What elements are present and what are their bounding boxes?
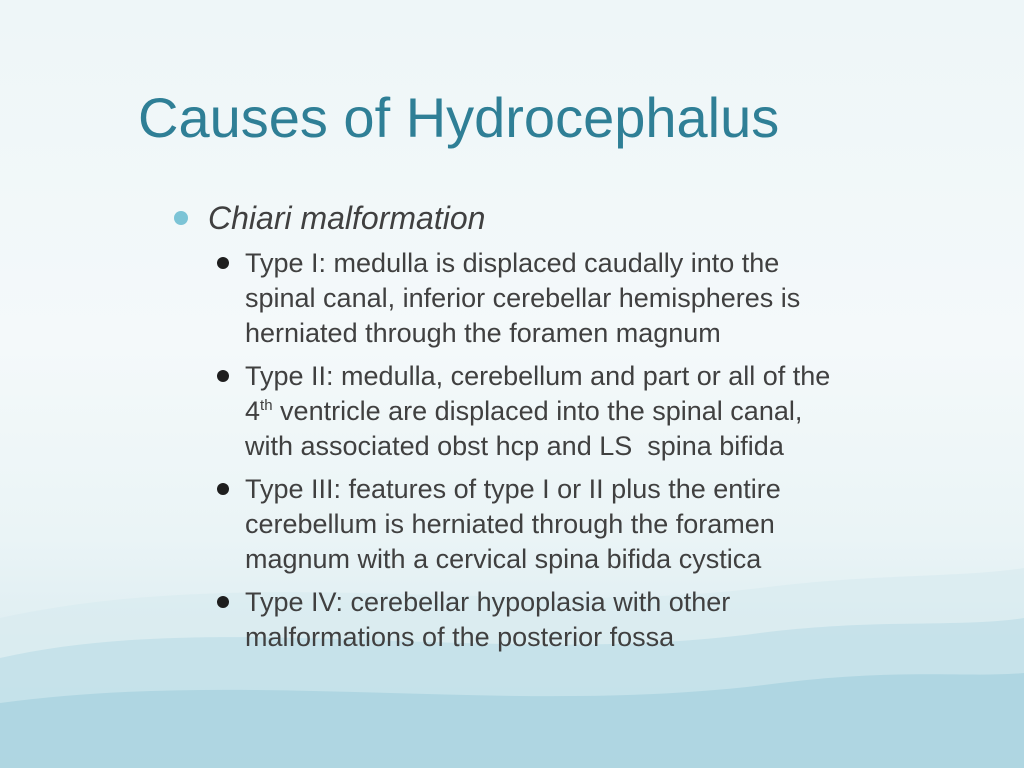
text-line: Type I: medulla is displaced caudally into the xyxy=(245,248,780,278)
text-line: cerebellum is herniated through the foramen xyxy=(245,509,775,539)
text-fragment: ventricle are displaced into the spinal canal, xyxy=(272,396,803,426)
sub-bullet-type-1 xyxy=(215,246,1000,351)
bullet-heading: Chiari malformation xyxy=(208,200,486,236)
slide-title: Causes of Hydrocephalus xyxy=(138,86,780,149)
text-line: malformations of the posterior fossa xyxy=(245,622,675,652)
bullet-icon xyxy=(217,596,229,608)
text-line: Type III: features of type I or II plus the entire xyxy=(245,474,781,504)
text-line: with associated obst hcp and LS spina bifida xyxy=(245,431,784,461)
sub-bullet-type-3 xyxy=(215,472,1000,577)
bullet-icon xyxy=(174,211,188,225)
bullet-icon xyxy=(217,257,229,269)
text-line: herniated through the foramen magnum xyxy=(245,318,721,348)
ordinal-number: 4 xyxy=(245,396,261,426)
text-line: Type IV: cerebellar hypoplasia with other xyxy=(245,587,731,617)
text-line: Type II: medulla, cerebellum and part or all of the xyxy=(245,361,831,391)
text-line: magnum with a cervical spina bifida cystica xyxy=(245,544,762,574)
ordinal-suffix: th xyxy=(260,397,273,414)
bullet-item-chiari xyxy=(170,196,1000,240)
text-line xyxy=(245,394,1000,429)
sub-bullet-type-4 xyxy=(215,585,1000,655)
slide-content xyxy=(170,196,1000,663)
bullet-icon xyxy=(217,483,229,495)
bullet-icon xyxy=(217,370,229,382)
text-line: spinal canal, inferior cerebellar hemispheres is xyxy=(245,283,801,313)
sub-bullet-type-2 xyxy=(215,359,1000,464)
